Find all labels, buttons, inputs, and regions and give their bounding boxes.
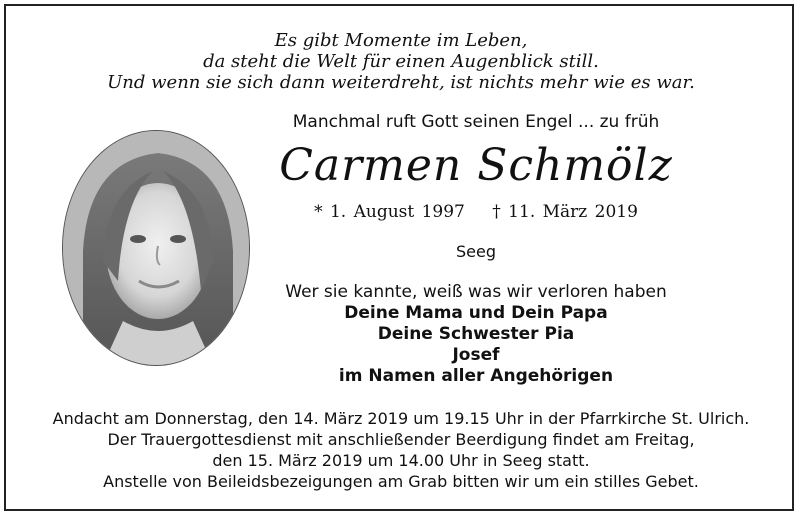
mourners (186, 282, 766, 387)
service-notice (6, 408, 796, 492)
poem-line: da steht die Welt für einen Augenblick still. (203, 51, 599, 72)
mourner-line: Deine Mama und Dein Papa (344, 303, 608, 323)
birth-date: * 1. August 1997 (314, 202, 465, 222)
death-date: † 11. März 2019 (492, 202, 638, 222)
deceased-name: Carmen Schmölz (279, 140, 673, 191)
mourner-line: im Namen aller Angehörigen (338, 366, 614, 386)
obituary-card (4, 4, 794, 511)
place: Seeg (456, 242, 496, 261)
mourner-line: Deine Schwester Pia (377, 324, 575, 344)
mourners-intro: Wer sie kannte, weiß was wir verloren haben (285, 282, 667, 302)
poem (6, 30, 796, 93)
poem-line: Und wenn sie sich dann weiterdreht, ist nichts mehr wie es war. (107, 72, 695, 93)
notice-line: Anstelle von Beileidsbezeigungen am Grab bitten wir um ein stilles Gebet. (103, 472, 699, 491)
mourner-line: Josef (452, 345, 500, 365)
notice-line: Andacht am Donnerstag, den 14. März 2019 um 19.15 Uhr in der Pfarrkirche St. Ulrich. (52, 409, 750, 428)
intro-line: Manchmal ruft Gott seinen Engel ... zu früh (292, 112, 660, 132)
life-dates (186, 202, 766, 222)
notice-line: Der Trauergottesdienst mit anschließender Beerdigung findet am Freitag, (107, 430, 695, 449)
notice-line: den 15. März 2019 um 14.00 Uhr in Seeg statt. (212, 451, 590, 470)
poem-line: Es gibt Momente im Leben, (274, 30, 528, 51)
